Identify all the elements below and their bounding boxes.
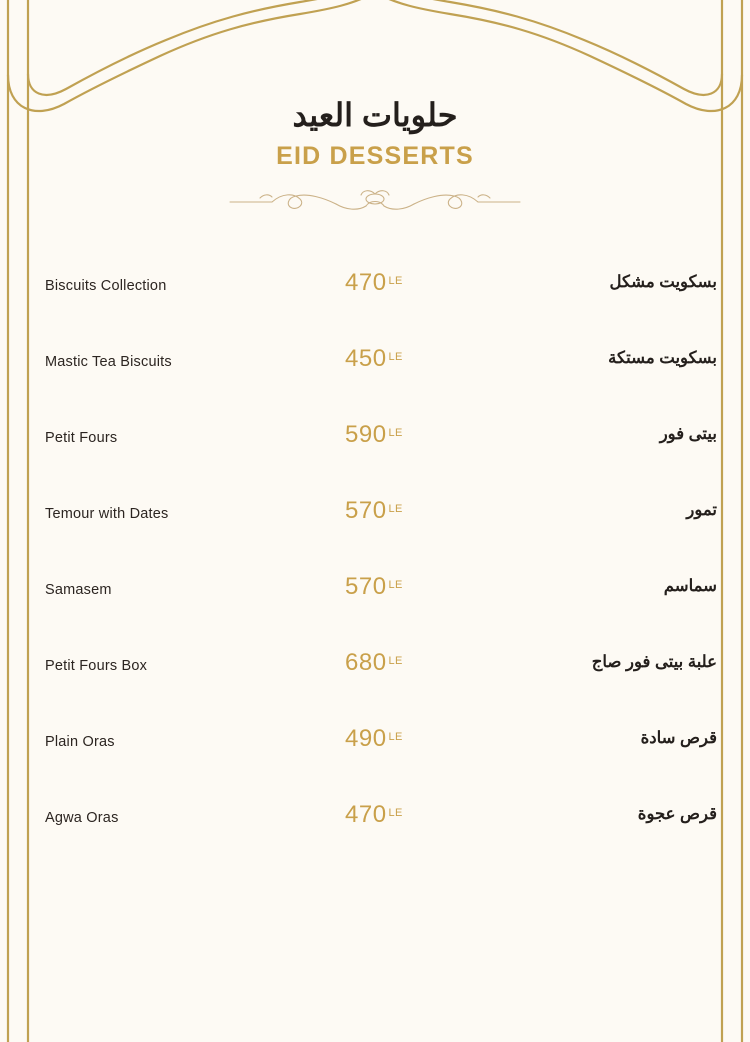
- item-name-arabic: قرص عجوة: [637, 805, 717, 823]
- item-price: [345, 801, 403, 829]
- menu-item-row[interactable]: [0, 718, 750, 794]
- item-price-currency: LE: [388, 502, 403, 515]
- item-name-arabic: بيتى فور: [659, 425, 717, 443]
- item-price: [345, 345, 403, 373]
- item-price-currency: LE: [388, 350, 403, 363]
- item-price-currency: LE: [388, 274, 403, 287]
- item-price-value: 570: [345, 573, 387, 600]
- menu-item-row[interactable]: [0, 414, 750, 490]
- page-title-english: EID DESSERTS: [276, 142, 474, 171]
- item-name-arabic: علبة بيتى فور صاج: [591, 653, 717, 671]
- item-name-english: Mastic Tea Biscuits: [45, 354, 172, 370]
- menu-item-row[interactable]: [0, 338, 750, 414]
- item-price-value: 470: [345, 269, 387, 296]
- item-name-english: Biscuits Collection: [45, 278, 167, 294]
- item-price: [345, 421, 403, 449]
- item-price: [345, 725, 403, 753]
- item-price-currency: LE: [388, 654, 403, 667]
- item-price-value: 450: [345, 345, 387, 372]
- item-price-value: 590: [345, 421, 387, 448]
- item-price-value: 570: [345, 497, 387, 524]
- item-name-english: Temour with Dates: [45, 506, 169, 522]
- item-name-arabic: بسكويت مشكل: [609, 273, 717, 291]
- item-name-arabic: تمور: [686, 501, 717, 519]
- item-price: [345, 649, 403, 677]
- item-name-arabic: قرص سادة: [640, 729, 717, 747]
- item-price-currency: LE: [388, 730, 403, 743]
- item-name-arabic: بسكويت مستكة: [608, 349, 717, 367]
- item-price-currency: LE: [388, 426, 403, 439]
- menu-item-row[interactable]: [0, 262, 750, 338]
- menu-item-row[interactable]: [0, 490, 750, 566]
- item-price: [345, 497, 403, 525]
- item-name-english: Agwa Oras: [45, 810, 119, 826]
- menu-items-list: [0, 262, 750, 870]
- item-name-arabic: سماسم: [663, 577, 717, 595]
- item-price-currency: LE: [388, 578, 403, 591]
- item-name-english: Petit Fours Box: [45, 658, 148, 674]
- item-price-currency: LE: [388, 806, 403, 819]
- item-price-value: 470: [345, 801, 387, 828]
- item-price-value: 680: [345, 649, 387, 676]
- item-name-english: Petit Fours: [45, 430, 118, 446]
- item-price: [345, 269, 403, 297]
- item-price: [345, 573, 403, 601]
- item-price-value: 490: [345, 725, 387, 752]
- ornamental-flourish-divider-icon: [220, 185, 530, 219]
- menu-header: [0, 96, 750, 224]
- item-name-english: Samasem: [45, 582, 112, 598]
- page-title-arabic: حلويات العيد: [292, 97, 458, 133]
- item-name-english: Plain Oras: [45, 734, 115, 750]
- menu-item-row[interactable]: [0, 642, 750, 718]
- menu-item-row[interactable]: [0, 794, 750, 870]
- menu-item-row[interactable]: [0, 566, 750, 642]
